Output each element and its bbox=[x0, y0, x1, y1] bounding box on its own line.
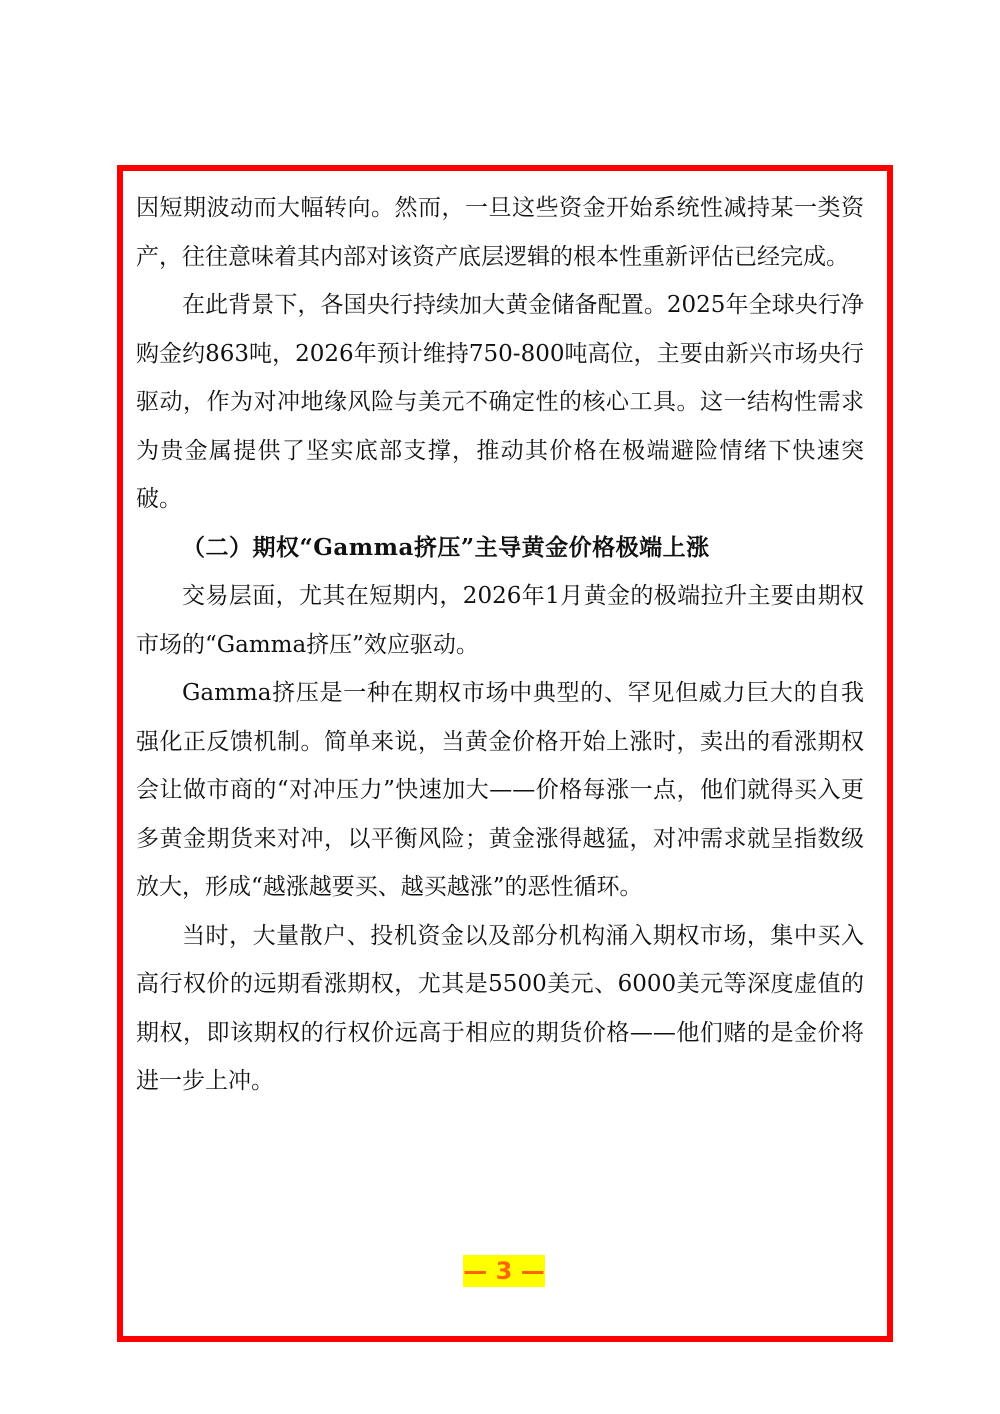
paragraph-trading-level: 交易层面，尤其在短期内，2026年1月黄金的极端拉升主要由期权市场的“Gamma挤压”效应驱动。 bbox=[136, 583, 864, 658]
paragraph-continuation: 因短期波动而大幅转向。然而，一旦这些资金开始系统性减持某一类资产，往往意味着其内部对该资产底层逻辑的根本性重新评估已经完成。 bbox=[136, 195, 864, 270]
page-number: — 3 — bbox=[463, 1257, 545, 1285]
document-body bbox=[136, 184, 864, 1106]
section-heading-gamma-squeeze: （二）期权“Gamma挤压”主导黄金价格极端上涨 bbox=[182, 533, 710, 561]
paragraph-speculative-calls: 当时，大量散户、投机资金以及部分机构涌入期权市场，集中买入高行权价的远期看涨期权，尤其是5500美元、6000美元等深度虚值的期权，即该期权的行权价远高于相应的期货价格——他们赌的是金价将进一步上冲。 bbox=[136, 922, 864, 1094]
paragraph-central-bank-gold: 在此背景下，各国央行持续加大黄金储备配置。2025年全球央行净购金约863吨，2026年预计维持750-800吨高位，主要由新兴市场央行驱动，作为对冲地缘风险与美元不确定性的核心工具。这一结构性需求为贵金属提供了坚实底部支撑，推动其价格在极端避险情绪下快速突破。 bbox=[136, 292, 864, 512]
paragraph-gamma-mechanism: Gamma挤压是一种在期权市场中典型的、罕见但威力巨大的自我强化正反馈机制。简单来说，当黄金价格开始上涨时，卖出的看涨期权会让做市商的“对冲压力”快速加大——价格每涨一点，他们就得买入更多黄金期货来对冲，以平衡风险；黄金涨得越猛，对冲需求就呈指数级放大，形成“越涨越要买、越买越涨”的恶性循环。 bbox=[136, 680, 864, 900]
